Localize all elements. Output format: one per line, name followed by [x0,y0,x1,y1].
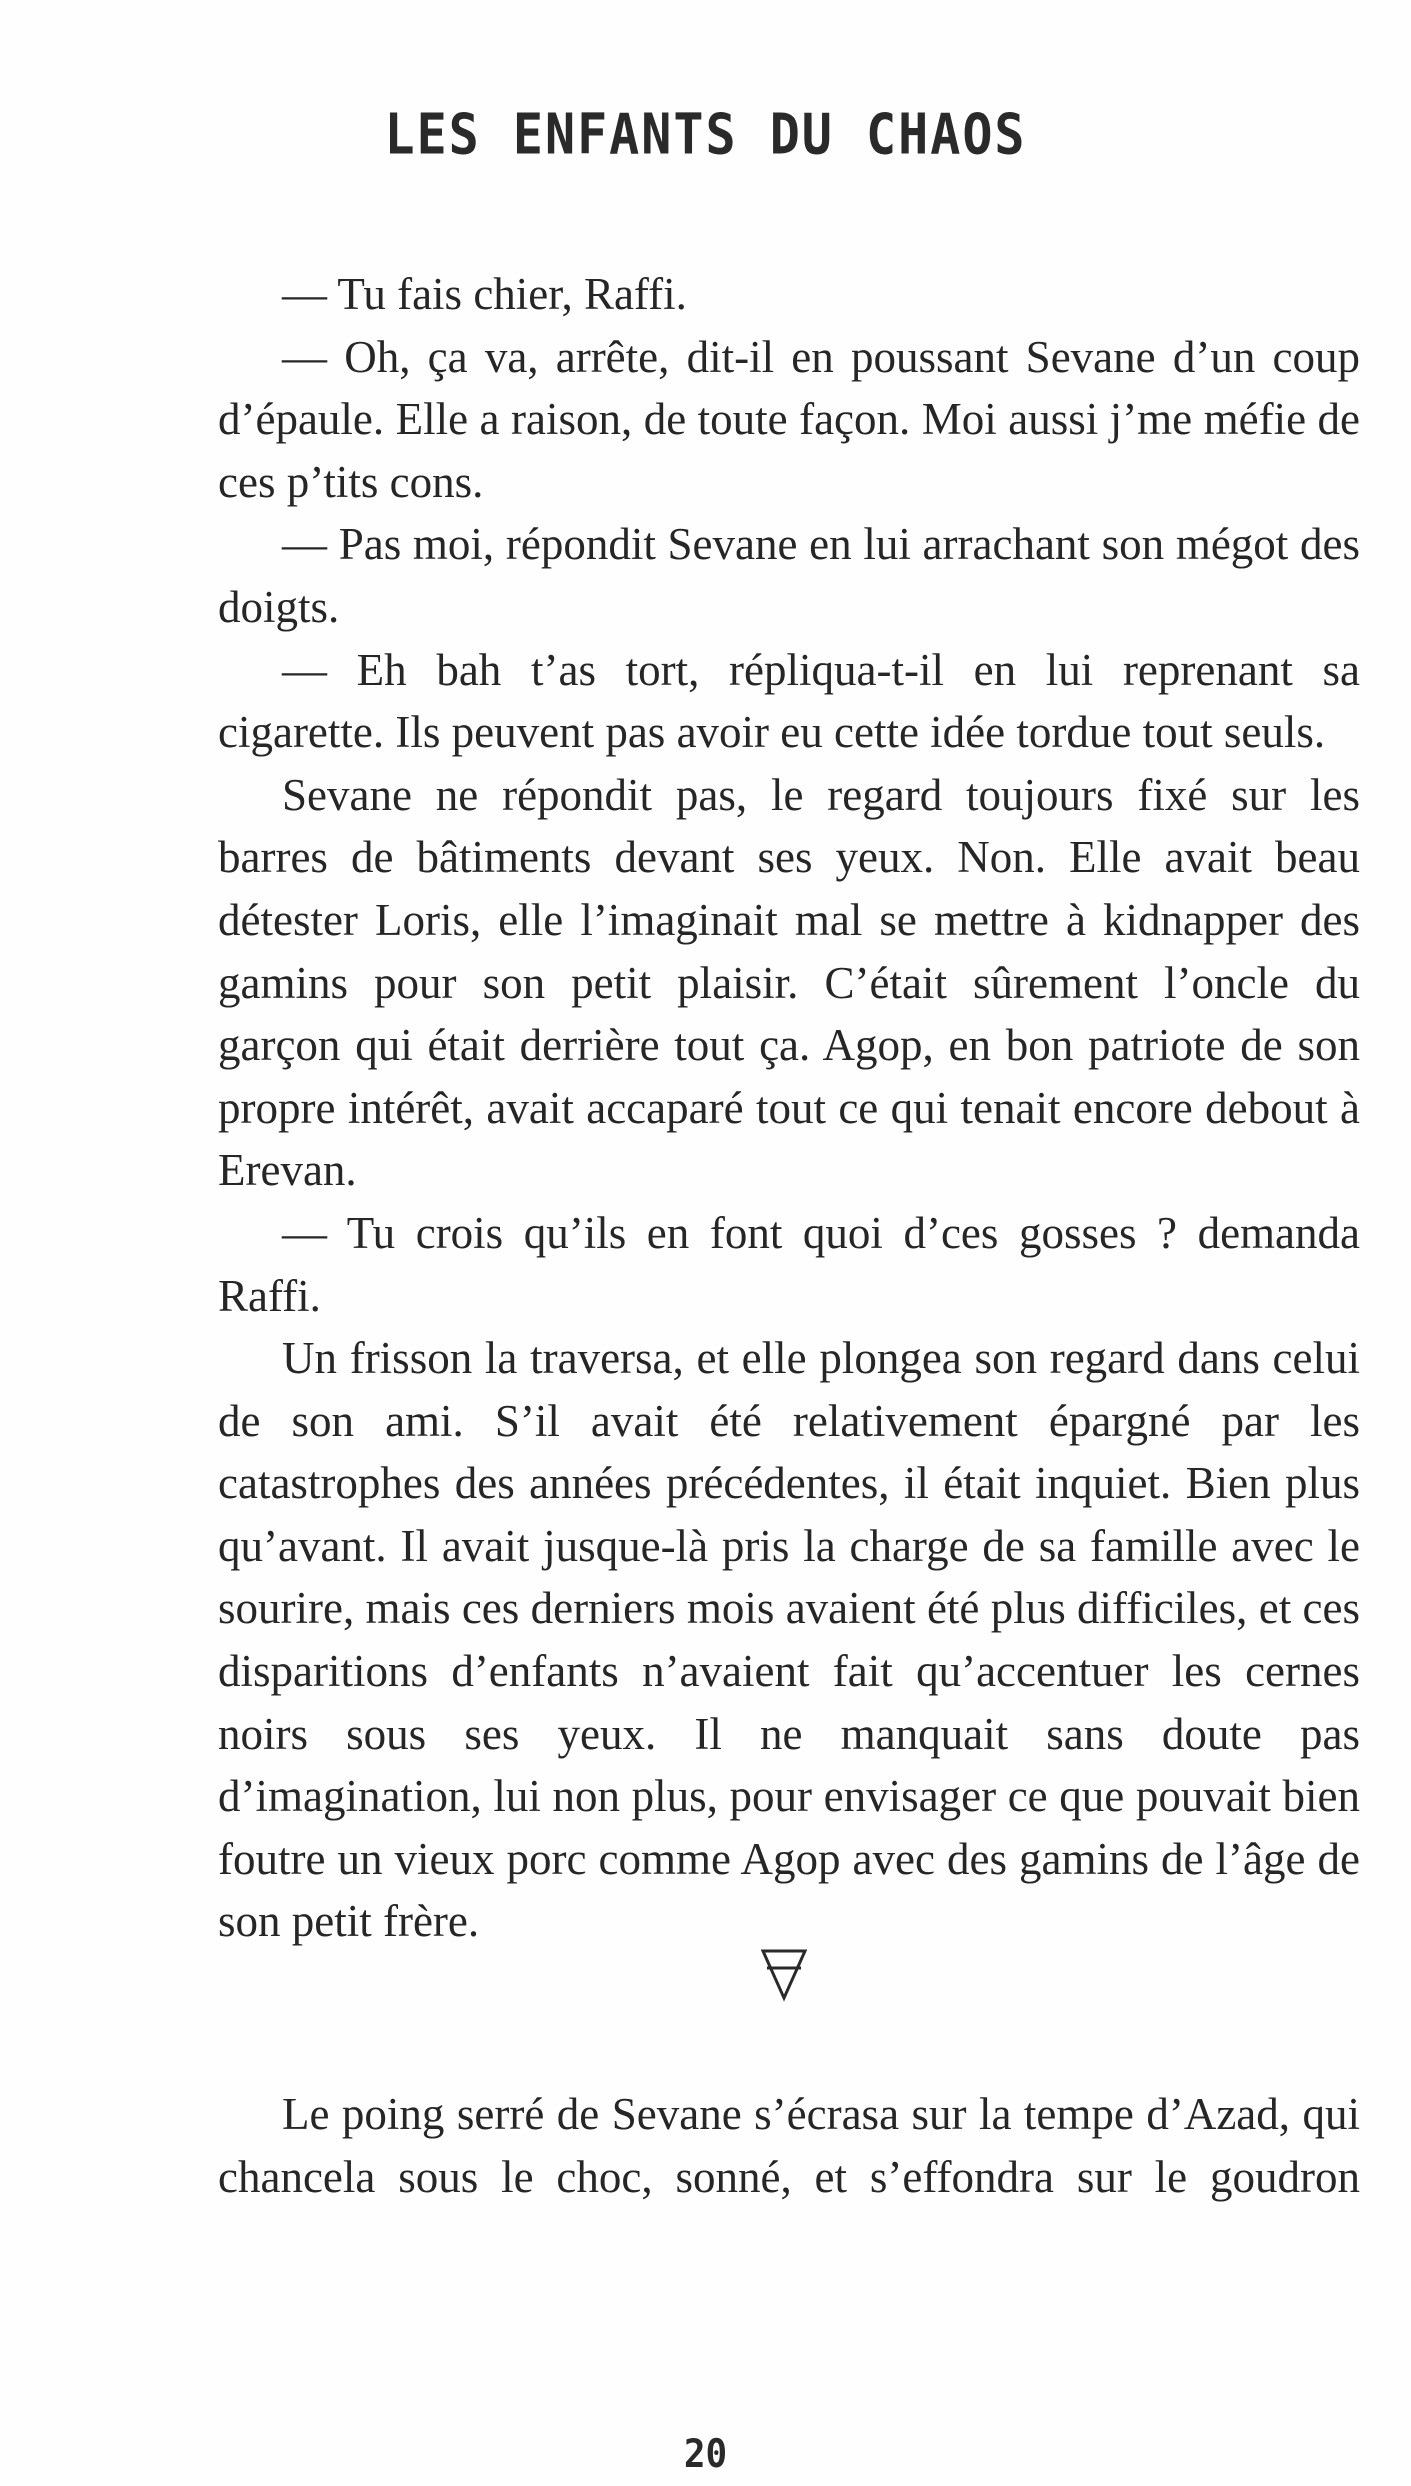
paragraph: — Eh bah t’as tort, répliqua-t-il en lui reprenant sa cigarette. Ils peuvent pas avoir eu cette idée tordue tout seuls. [218,644,1360,758]
page-number: 20 [683,2432,728,2478]
continuation-text [218,2083,1360,2208]
paragraph: — Pas moi, répondit Sevane en lui arrachant son mégot des doigts. [218,519,1360,632]
main-text [218,263,1360,1953]
earth-element-triangle-icon [760,1948,808,2002]
paragraph: — Tu crois qu’ils en font quoi d’ces gosses ? demanda Raffi. [218,1207,1360,1321]
paragraph: — Oh, ça va, arrête, dit-il en poussant Sevane d’un coup d’épaule. Elle a raison, de toute façon. Moi aussi j’me méfie de ces p’tits cons. [218,331,1360,507]
paragraph: Sevane ne répondit pas, le regard toujours fixé sur les barres de bâtiments devant ses yeux. Non. Elle avait beau détester Loris, elle l’imaginait mal se mettre à kidnapper des gamins pour son petit plaisir. C’était sûrement l’oncle du garçon qui était derrière tout ça. Agop, en bon patriote de son propre intérêt, avait accaparé tout ce qui tenait encore debout à Erevan. [218,769,1360,1196]
paragraph: Un frisson la traversa, et elle plongea son regard dans celui de son ami. S’il avait été relativement épargné par les catastrophes des années précédentes, il était inquiet. Bien plus qu’avant. Il avait jusque-là pris la charge de sa famille avec le sourire, mais ces derniers mois avaient été plus difficiles, et ces disparitions d’enfants n’avaient fait qu’accentuer les cernes noirs sous ses yeux. Il ne manquait sans doute pas d’imagination, lui non plus, pour envisager ce que pouvait bien foutre un vieux porc comme Agop avec des gamins de l’âge de son petit frère. [218,1333,1360,1947]
paragraph: — Tu fais chier, Raffi. [282,269,687,319]
paragraph: Le poing serré de Sevane s’écrasa sur la tempe d’Azad, qui chancela sous le choc, sonné, et s’effondra sur le goudron [218,2089,1360,2202]
running-header: LES ENFANTS DU CHAOS [384,102,1027,167]
